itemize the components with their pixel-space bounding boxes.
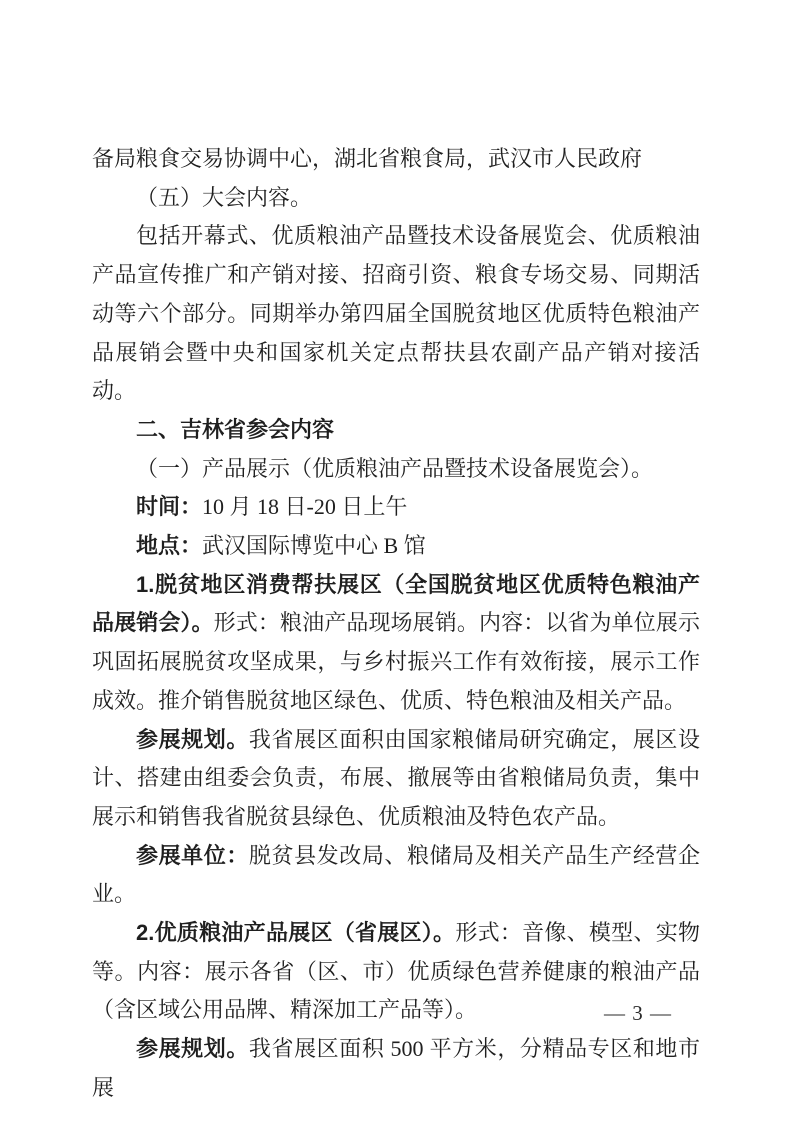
time-value: 10 月 18 日-20 日上午: [202, 494, 408, 520]
units-label: 参展单位：: [136, 842, 249, 868]
section-heading-text: 二、吉林省参会内容: [136, 416, 335, 442]
body-text: 我省展区面积 500 平方米，分精品专区和地市展: [92, 1036, 700, 1100]
paragraph-continuation-line: [92, 140, 700, 179]
paragraph-zone-1-plan: [92, 721, 700, 837]
page-number: [604, 1001, 672, 1026]
page-number-text: — 3 —: [604, 1001, 672, 1025]
zone-2-title: 2.优质粮油产品展区（省展区）。: [136, 920, 456, 946]
body-text: 形式：粮油产品现场展销。内容：以省为单位展示巩固拓展脱贫攻坚成果，与乡村振兴工作有效衔接，展示工作成效。推介销售脱贫地区绿色、优质、特色粮油及相关产品。: [92, 610, 700, 713]
paragraph-time: [92, 488, 700, 527]
paragraph-zone-1: [92, 566, 700, 721]
body-text: 我省展区面积由国家粮储局研究确定，展区设计、搭建由组委会负责，布展、撤展等由省粮储局负责，集中展示和销售我省脱贫县绿色、优质粮油及特色农产品。: [92, 726, 700, 829]
paragraph-conference-content: [92, 217, 700, 411]
document-body: [92, 140, 700, 1108]
plan-label: 参展规划。: [136, 1036, 249, 1062]
plan-label: 参展规划。: [136, 726, 249, 752]
body-text: （一）产品展示（优质粮油产品暨技术设备展览会）。: [136, 455, 654, 481]
body-text: （五）大会内容。: [136, 184, 313, 210]
body-text: 备局粮食交易协调中心，湖北省粮食局，武汉市人民政府: [92, 146, 643, 171]
place-value: 武汉国际博览中心 B 馆: [202, 533, 426, 559]
body-text: 脱贫县发改局、粮储局及相关产品生产经营企业。: [92, 842, 700, 907]
paragraph-zone-1-units: [92, 837, 700, 914]
body-text: 包括开幕式、优质粮油产品暨技术设备展览会、优质粮油产品宣传推广和产销对接、招商引资、粮食专场交易、同期活动等六个部分。同期举办第四届全国脱贫地区优质特色粮油产品展销会暨中央和国家机关定点帮扶县农副产品产销对接活动。: [92, 223, 700, 404]
paragraph-place: [92, 527, 700, 566]
paragraph-item-1-heading: [92, 450, 700, 489]
place-label: 地点：: [136, 533, 203, 559]
paragraph-section-5-heading: [92, 179, 700, 218]
body-text: 形式：音像、模型、实物等。内容：展示各省（区、市）优质绿色营养健康的粮油产品（含区域公用品牌、精深加工产品等）。: [92, 920, 700, 1023]
zone-1-title: 1.脱贫地区消费帮扶展区（全国脱贫地区优质特色粮油产品展销会）。: [92, 571, 700, 636]
heading-section-2: [92, 411, 700, 450]
paragraph-zone-2-plan: [92, 1030, 700, 1107]
time-label: 时间：: [136, 494, 203, 520]
